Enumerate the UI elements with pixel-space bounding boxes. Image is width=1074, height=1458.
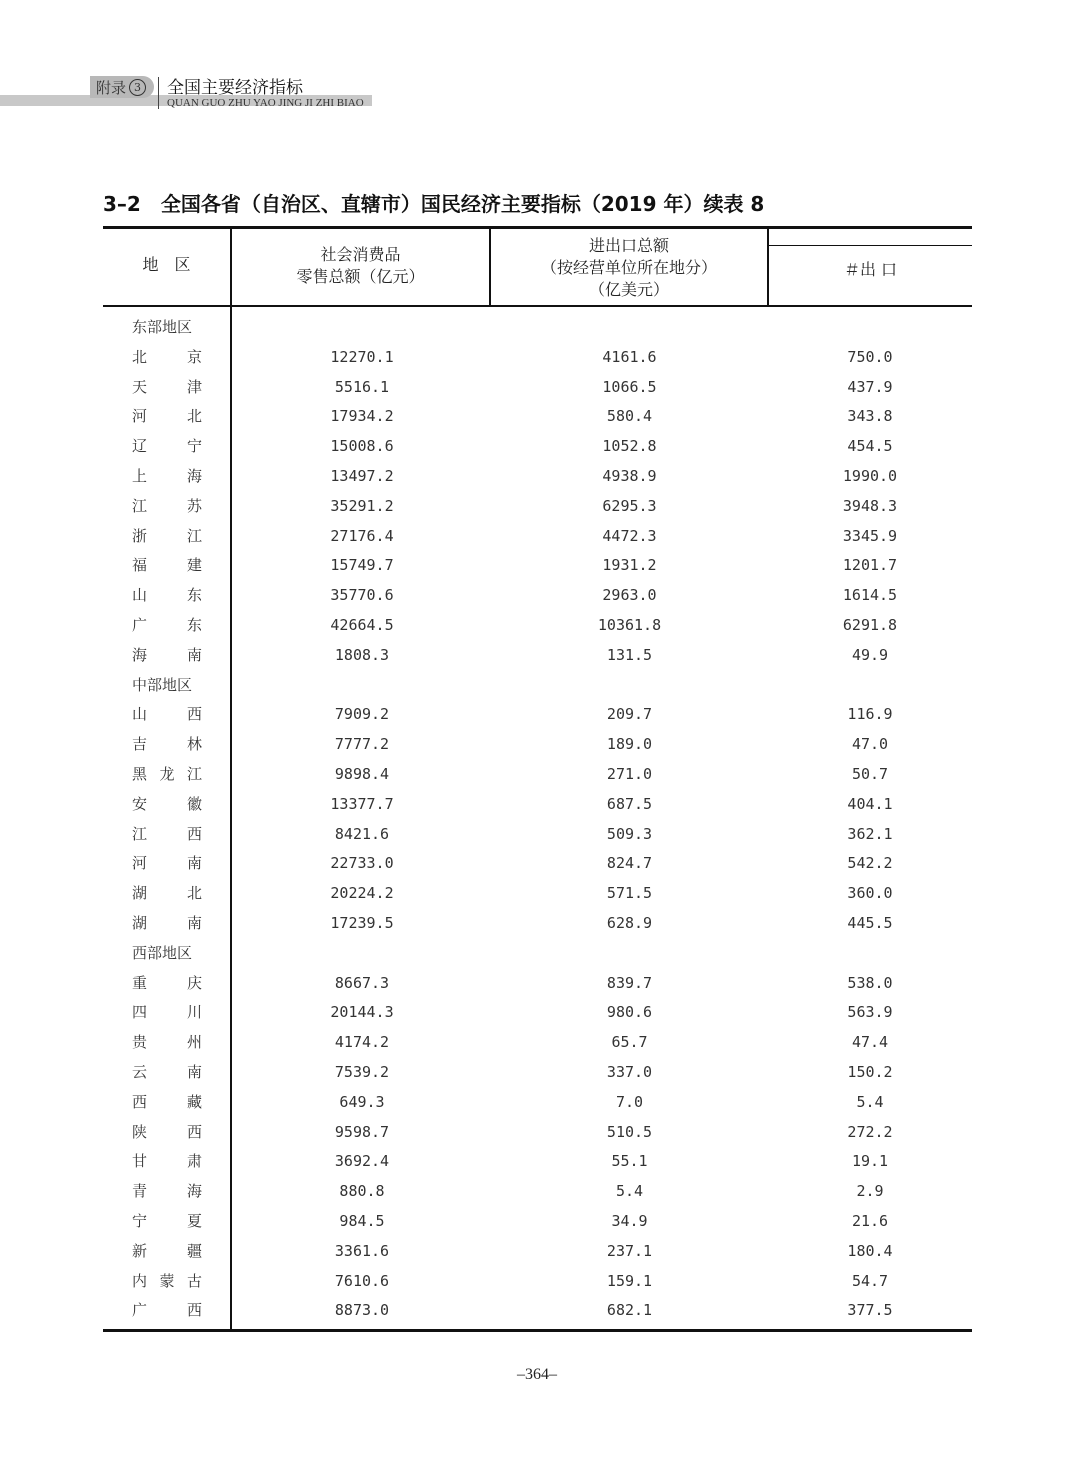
export-cell: 445.5: [847, 913, 893, 932]
region-cell: 内 蒙 古: [132, 1271, 202, 1290]
trade-cell: 980.6: [606, 1003, 653, 1022]
export-cell: 343.8: [847, 407, 893, 426]
table-row: [103, 402, 972, 432]
table-row: [103, 1267, 972, 1297]
retail-cell: 880.8: [339, 1182, 385, 1201]
table-row: [103, 551, 972, 581]
retail-cell: 1808.3: [334, 645, 390, 664]
export-cell: 116.9: [847, 705, 893, 724]
header-export: ＃出 口: [843, 260, 898, 279]
retail-cell: 7539.2: [334, 1062, 390, 1081]
region-cell: 西 藏: [132, 1092, 202, 1111]
table-top-rule: [103, 226, 972, 229]
retail-cell: 13497.2: [330, 466, 394, 485]
export-cell: 47.4: [851, 1033, 889, 1052]
trade-cell: 34.9: [611, 1211, 648, 1230]
table-title: 3–2 全国各省（自治区、直辖市）国民经济主要指标（2019 年）续表 8: [103, 192, 765, 216]
region-cell: 北 京: [132, 347, 202, 366]
trade-cell: 687.5: [606, 794, 653, 813]
export-cell: 47.0: [851, 735, 889, 754]
region-cell: 广 西: [132, 1301, 202, 1320]
section-label: 东部地区: [132, 318, 193, 336]
trade-cell: 682.1: [606, 1301, 653, 1320]
export-cell: 750.0: [847, 347, 893, 366]
trade-cell: 131.5: [606, 645, 653, 664]
export-cell: 2.9: [856, 1182, 884, 1201]
export-cell: 6291.8: [842, 615, 898, 634]
retail-cell: 20224.2: [330, 884, 394, 903]
table-row: [103, 1207, 972, 1237]
region-cell: 福 建: [132, 556, 202, 575]
export-cell: 377.5: [847, 1301, 893, 1320]
trade-cell: 824.7: [606, 854, 653, 873]
table-row: [103, 462, 972, 492]
table-row: [103, 820, 972, 850]
page-number: –364–: [517, 1366, 557, 1383]
table-body: [103, 313, 972, 1326]
retail-cell: 17239.5: [330, 913, 394, 932]
table-row: [103, 1088, 972, 1118]
retail-cell: 7777.2: [334, 735, 390, 754]
export-cell: 542.2: [847, 854, 893, 873]
region-cell: 四 川: [132, 1003, 202, 1022]
appendix-badge-number: 3: [129, 79, 146, 96]
retail-cell: 13377.7: [330, 794, 394, 813]
region-cell: 宁 夏: [132, 1211, 202, 1230]
region-cell: 广 东: [132, 615, 202, 634]
table-row: [103, 1058, 972, 1088]
retail-cell: 17934.2: [330, 407, 394, 426]
export-cell: 1990.0: [842, 466, 898, 485]
export-cell: 454.5: [847, 437, 893, 456]
trade-cell: 271.0: [606, 764, 653, 783]
export-cell: 1201.7: [842, 556, 898, 575]
region-cell: 河 北: [132, 407, 202, 426]
retail-cell: 20144.3: [330, 1003, 394, 1022]
table-row: [103, 760, 972, 790]
header-region: 地 区: [142, 255, 191, 274]
table-row: [103, 343, 972, 373]
table-row: [103, 611, 972, 641]
trade-cell: 209.7: [606, 705, 653, 724]
table-row: [103, 1028, 972, 1058]
export-header-rule: [768, 245, 972, 246]
region-cell: 新 疆: [132, 1241, 202, 1260]
region-cell: 海 南: [132, 645, 202, 664]
section-row: [103, 939, 972, 969]
trade-cell: 1066.5: [602, 377, 657, 396]
table-row: [103, 522, 972, 552]
export-cell: 180.4: [847, 1241, 893, 1260]
export-cell: 54.7: [851, 1271, 889, 1290]
header-retail-line1: 社会消费品: [320, 245, 401, 264]
retail-cell: 22733.0: [330, 854, 394, 873]
trade-cell: 510.5: [606, 1122, 653, 1141]
header-bottom-rule: [103, 305, 972, 307]
retail-cell: 27176.4: [330, 526, 394, 545]
section-label: 西部地区: [132, 943, 193, 962]
region-cell: 天 津: [132, 377, 202, 396]
retail-cell: 7909.2: [334, 705, 390, 724]
region-cell: 湖 北: [132, 884, 202, 903]
retail-cell: 35291.2: [330, 496, 394, 515]
region-cell: 湖 南: [132, 913, 202, 932]
region-cell: 贵 州: [132, 1033, 202, 1052]
export-cell: 437.9: [847, 377, 893, 396]
export-cell: 563.9: [847, 1003, 893, 1022]
table-row: [103, 700, 972, 730]
table-row: [103, 909, 972, 939]
trade-cell: 1931.2: [602, 556, 657, 575]
region-cell: 辽 宁: [132, 437, 202, 456]
table-row: [103, 1296, 972, 1326]
table-row: [103, 849, 972, 879]
trade-cell: 237.1: [606, 1241, 653, 1260]
table-bottom-rule: [103, 1329, 972, 1332]
trade-cell: 509.3: [606, 824, 653, 843]
section-row: [103, 313, 972, 343]
export-cell: 3948.3: [842, 496, 898, 515]
running-header-subtitle: QUAN GUO ZHU YAO JING JI ZHI BIAO: [167, 97, 364, 109]
retail-cell: 4174.2: [334, 1033, 390, 1052]
table-row: [103, 1177, 972, 1207]
header-trade-line1: 进出口总额: [588, 236, 669, 255]
export-cell: 272.2: [847, 1122, 893, 1141]
export-cell: 360.0: [847, 884, 893, 903]
export-cell: 3345.9: [842, 526, 898, 545]
region-cell: 安 徽: [132, 794, 202, 813]
export-cell: 1614.5: [842, 586, 898, 605]
appendix-badge: [90, 76, 154, 98]
table-row: [103, 641, 972, 671]
retail-cell: 42664.5: [330, 615, 394, 634]
table-row: [103, 581, 972, 611]
region-cell: 江 西: [132, 824, 202, 843]
region-cell: 甘 肃: [132, 1152, 202, 1171]
export-cell: 19.1: [851, 1152, 889, 1171]
export-cell: 5.4: [856, 1092, 884, 1111]
header-trade: [491, 235, 767, 301]
trade-cell: 6295.3: [602, 496, 657, 515]
retail-cell: 3361.6: [334, 1241, 390, 1260]
region-cell: 吉 林: [132, 735, 202, 754]
retail-cell: 984.5: [339, 1211, 385, 1230]
retail-cell: 9598.7: [334, 1122, 390, 1141]
trade-cell: 10361.8: [597, 615, 662, 634]
trade-cell: 65.7: [611, 1033, 648, 1052]
export-cell: 538.0: [847, 973, 893, 992]
retail-cell: 9898.4: [334, 764, 390, 783]
export-cell: 49.9: [851, 645, 889, 664]
retail-cell: 5516.1: [334, 377, 390, 396]
table-row: [103, 998, 972, 1028]
export-cell: 21.6: [851, 1211, 889, 1230]
header-trade-line3: （亿美元）: [588, 280, 669, 299]
export-cell: 404.1: [847, 794, 893, 813]
trade-cell: 337.0: [606, 1062, 653, 1081]
region-cell: 上 海: [132, 466, 202, 485]
trade-cell: 4161.6: [602, 347, 657, 366]
appendix-badge-text: 附录: [96, 78, 127, 97]
region-cell: 河 南: [132, 854, 202, 873]
region-cell: 重 庆: [132, 973, 202, 992]
retail-cell: 12270.1: [330, 347, 394, 366]
table-row: [103, 373, 972, 403]
region-cell: 山 东: [132, 586, 202, 605]
retail-cell: 8421.6: [334, 824, 390, 843]
trade-cell: 5.4: [615, 1182, 644, 1201]
region-cell: 浙 江: [132, 526, 202, 545]
trade-cell: 628.9: [606, 913, 653, 932]
retail-cell: 3692.4: [334, 1152, 390, 1171]
trade-cell: 159.1: [606, 1271, 653, 1290]
retail-cell: 15008.6: [330, 437, 394, 456]
region-cell: 江 苏: [132, 496, 202, 515]
table-row: [103, 879, 972, 909]
trade-cell: 1052.8: [602, 437, 657, 456]
trade-cell: 55.1: [611, 1152, 648, 1171]
region-cell: 青 海: [132, 1182, 202, 1201]
table-row: [103, 1147, 972, 1177]
header-retail: [232, 244, 489, 288]
header-trade-line2: （按经营单位所在地分）: [540, 258, 717, 277]
export-cell: 362.1: [847, 824, 893, 843]
table-row: [103, 730, 972, 760]
trade-cell: 189.0: [606, 735, 653, 754]
table-row: [103, 1118, 972, 1148]
table-row: [103, 969, 972, 999]
section-row: [103, 671, 972, 701]
region-cell: 云 南: [132, 1062, 202, 1081]
running-header-title: 全国主要经济指标: [167, 78, 303, 98]
header-divider: [158, 77, 159, 109]
trade-cell: 4938.9: [602, 466, 657, 485]
export-cell: 150.2: [847, 1062, 893, 1081]
retail-cell: 7610.6: [334, 1271, 390, 1290]
section-label: 中部地区: [132, 675, 193, 694]
header-retail-line2: 零售总额（亿元）: [296, 267, 425, 286]
retail-cell: 8873.0: [334, 1301, 390, 1320]
retail-cell: 35770.6: [330, 586, 394, 605]
trade-cell: 571.5: [606, 884, 653, 903]
trade-cell: 839.7: [606, 973, 653, 992]
region-cell: 山 西: [132, 705, 202, 724]
table-row: [103, 790, 972, 820]
trade-cell: 580.4: [606, 407, 653, 426]
trade-cell: 7.0: [615, 1092, 644, 1111]
retail-cell: 8667.3: [334, 973, 390, 992]
region-cell: 黑 龙 江: [132, 764, 202, 783]
table-row: [103, 492, 972, 522]
retail-cell: 649.3: [339, 1092, 385, 1111]
region-cell: 陕 西: [132, 1122, 202, 1141]
table-row: [103, 1237, 972, 1267]
table-row: [103, 432, 972, 462]
export-cell: 50.7: [851, 764, 889, 783]
retail-cell: 15749.7: [330, 556, 394, 575]
trade-cell: 2963.0: [602, 586, 657, 605]
trade-cell: 4472.3: [602, 526, 657, 545]
